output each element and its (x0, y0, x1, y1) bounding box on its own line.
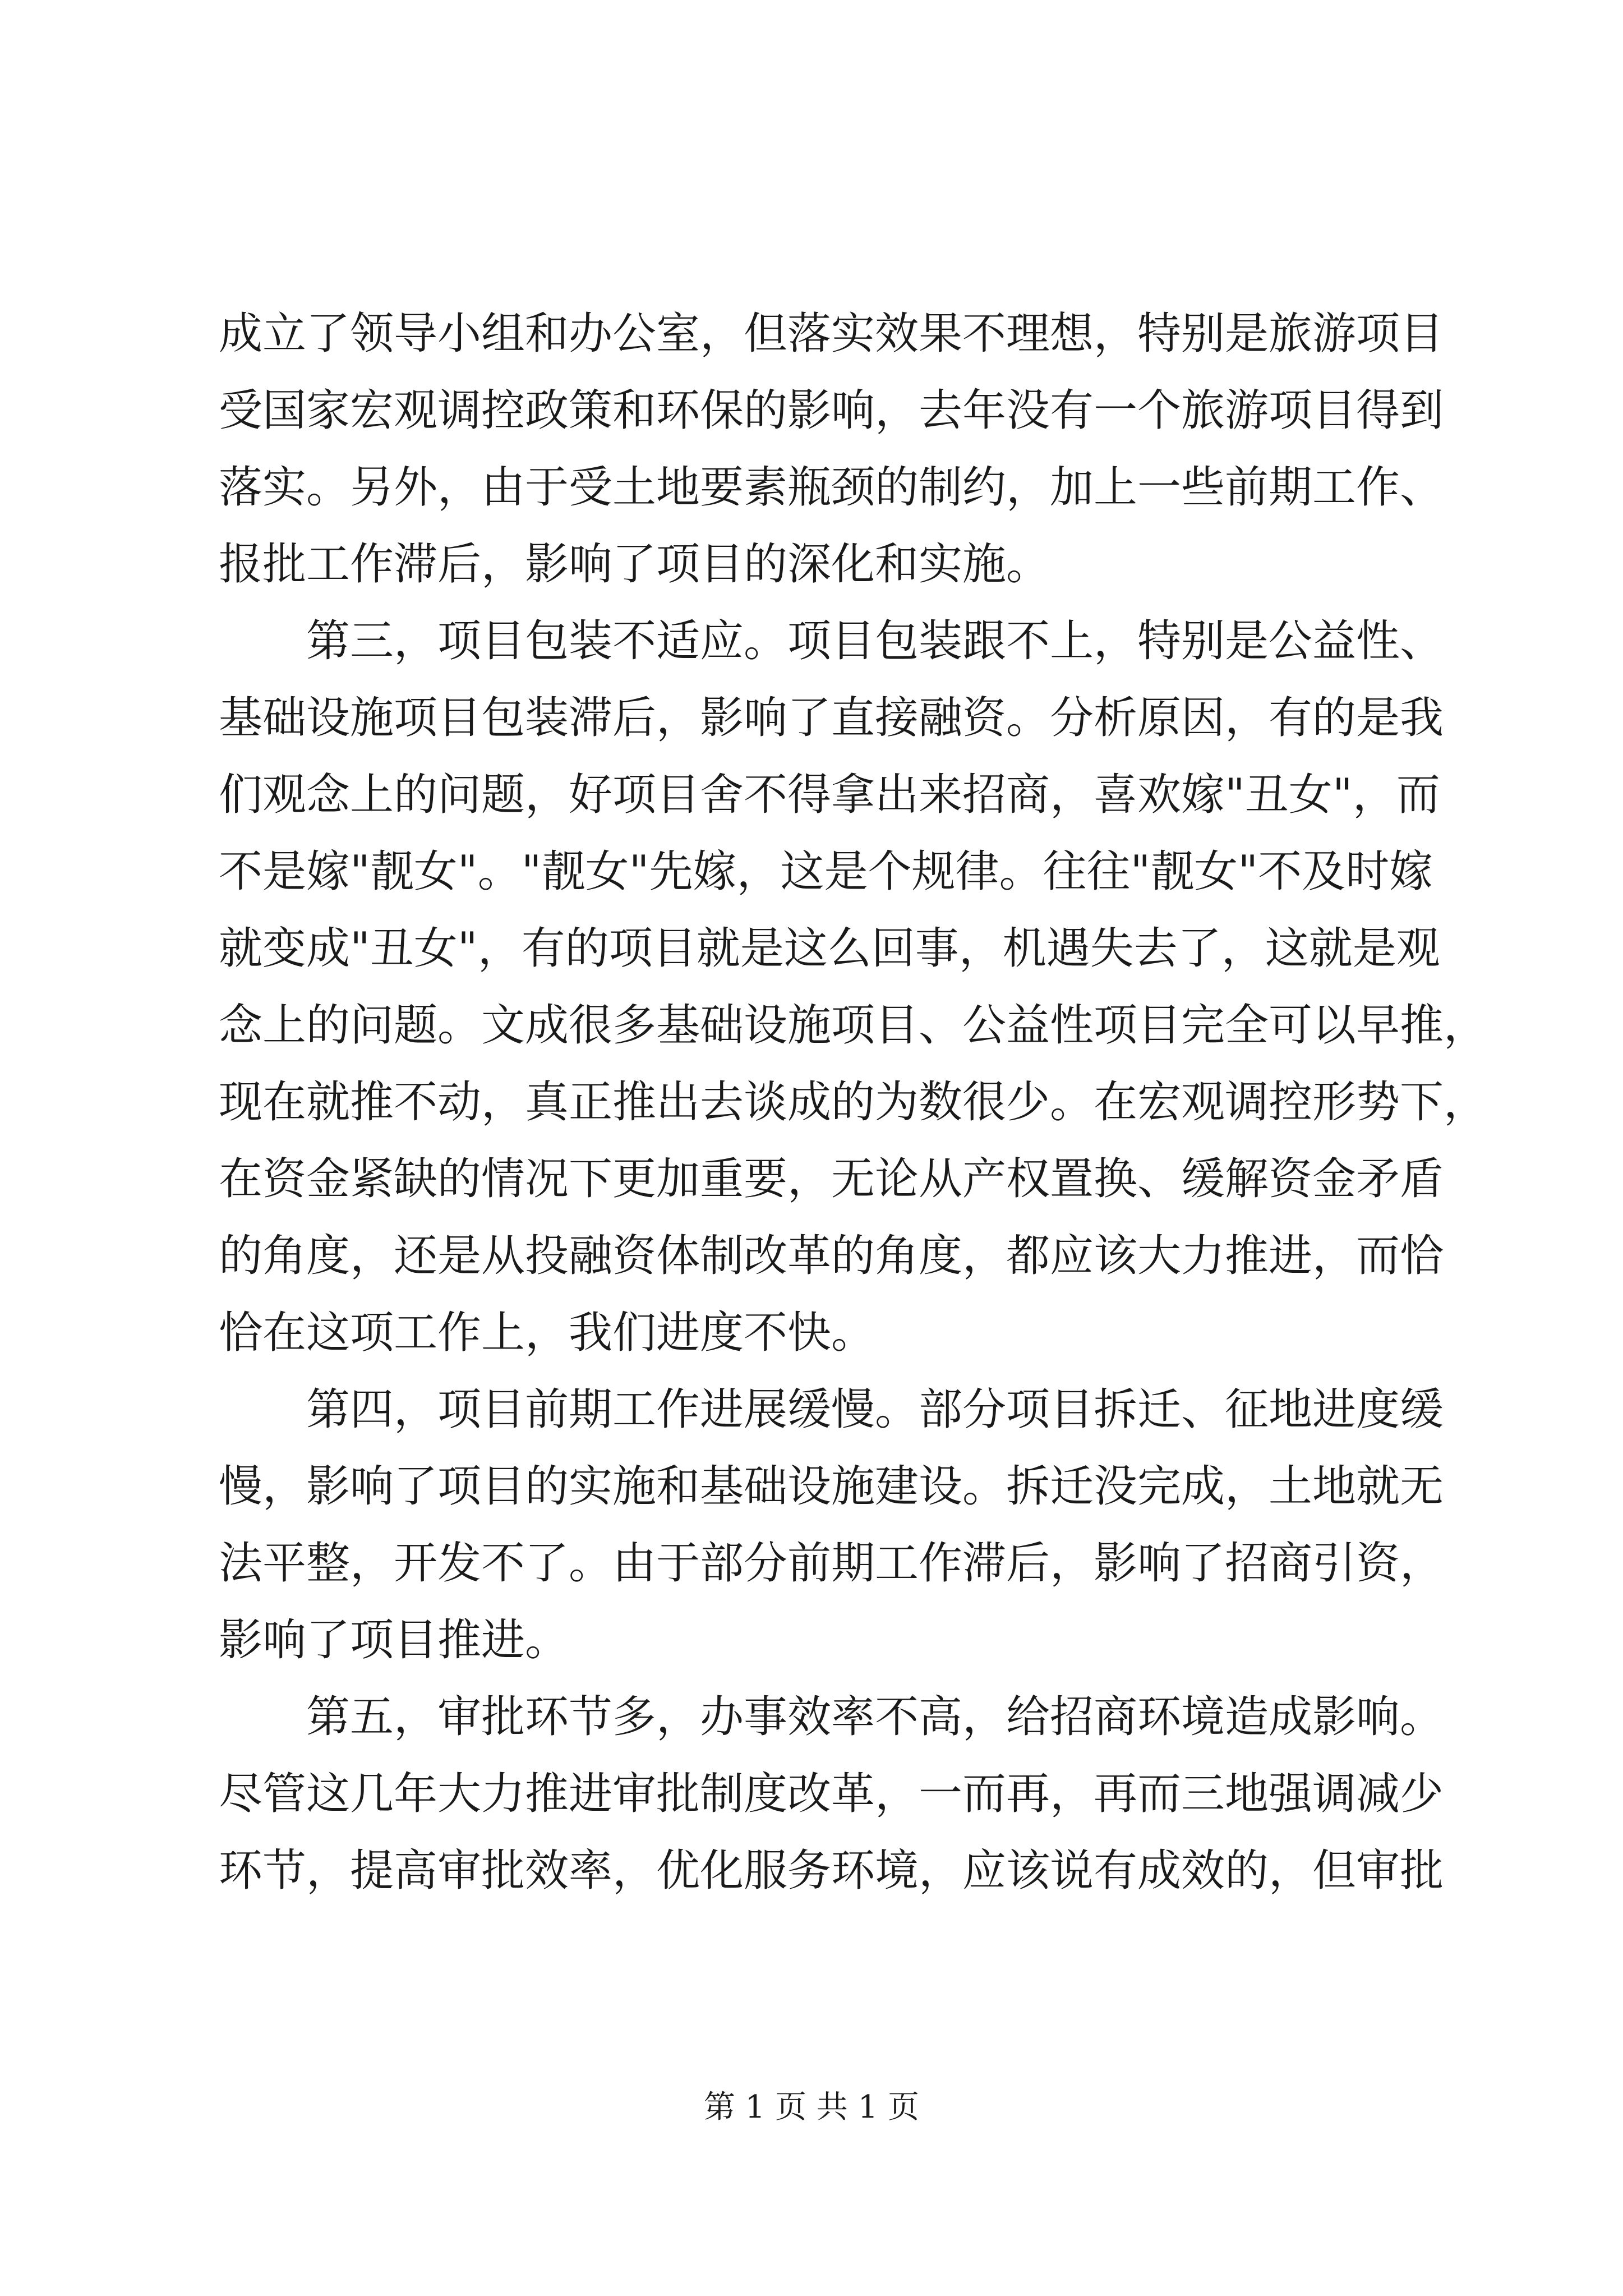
text-line: 们观念上的问题，好项目舍不得拿出来招商，喜欢嫁"丑女"，而 (219, 770, 1440, 820)
text-line: 慢，影响了项目的实施和基础设施建设。拆迁没完成，土地就无 (219, 1461, 1444, 1512)
text-line: 成立了领导小组和办公室，但落实效果不理想，特别是旅游项目 (219, 309, 1444, 359)
text-line: 受国家宏观调控政策和环保的影响，去年没有一个旅游项目得到 (219, 385, 1444, 436)
paragraph-first-line: 第五，审批环节多，办事效率不高，给招商环境造成影响。 (306, 1692, 1444, 1742)
text-line: 现在就推不动，真正推出去谈成的为数很少。在宏观调控形势下， (219, 1077, 1488, 1128)
text-line: 不是嫁"靓女"。"靓女"先嫁，这是个规律。往往"靓女"不及时嫁 (219, 846, 1433, 897)
text-line: 落实。另外，由于受土地要素瓶颈的制约，加上一些前期工作、 (219, 462, 1444, 513)
page-number-footer: 第 1 页 共 1 页 (703, 2089, 920, 2125)
text-line: 就变成"丑女"，有的项目就是这么回事，机遇失去了，这就是观 (219, 923, 1440, 974)
text-line: 法平整，开发不了。由于部分前期工作滞后，影响了招商引资， (219, 1538, 1444, 1589)
text-line: 基础设施项目包装滞后，影响了直接融资。分析原因，有的是我 (219, 693, 1444, 743)
paragraph-first-line: 第四，项目前期工作进展缓慢。部分项目拆迁、征地进度缓 (306, 1384, 1444, 1435)
text-line: 恰在这项工作上，我们进度不快。 (219, 1308, 875, 1358)
text-line: 报批工作滞后，影响了项目的深化和实施。 (219, 539, 1050, 590)
text-line: 影响了项目推进。 (219, 1615, 569, 1665)
text-line: 念上的问题。文成很多基础设施项目、公益性项目完全可以早推， (219, 1000, 1488, 1051)
paragraph-first-line: 第三，项目包装不适应。项目包装跟不上，特别是公益性、 (306, 616, 1444, 666)
text-line: 尽管这几年大力推进审批制度改革，一而再，再而三地强调减少 (219, 1769, 1444, 1819)
text-line: 的角度，还是从投融资体制改革的角度，都应该大力推进，而恰 (219, 1231, 1444, 1281)
text-line: 环节，提高审批效率，优化服务环境，应该说有成效的，但审批 (219, 1846, 1444, 1896)
text-line: 在资金紧缺的情况下更加重要，无论从产权置换、缓解资金矛盾 (219, 1154, 1444, 1204)
